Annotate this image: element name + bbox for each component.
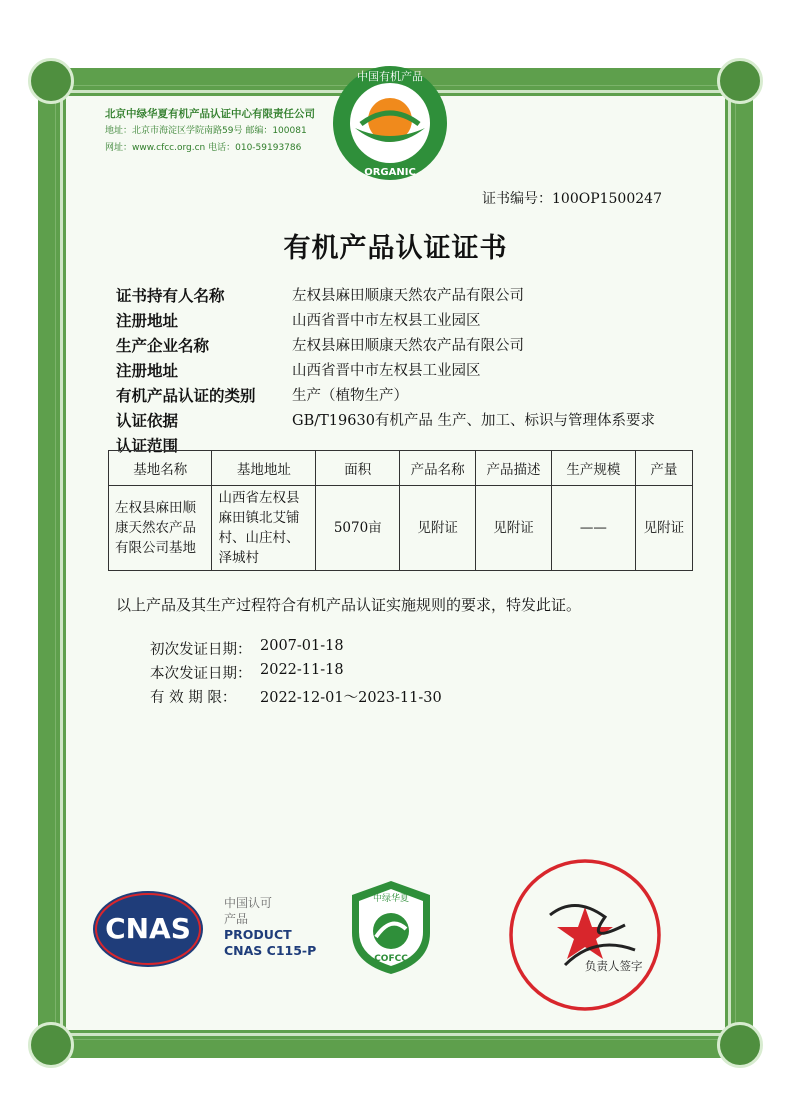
field-row bbox=[116, 332, 655, 357]
statement: 以上产品及其生产过程符合有机产品认证实施规则的要求，特发此证。 bbox=[116, 596, 582, 614]
date-row bbox=[150, 662, 442, 686]
field-label: 认证依据 bbox=[116, 411, 179, 430]
table-header: 生产规模 bbox=[551, 451, 635, 486]
field-label: 生产企业名称 bbox=[116, 336, 210, 355]
issuer-name: 北京中绿华夏有机产品认证中心有限责任公司 bbox=[105, 108, 315, 120]
logo-bottom-text: ORGANIC bbox=[364, 167, 416, 178]
table-header-row bbox=[109, 451, 693, 486]
field-row bbox=[116, 382, 655, 407]
table-row bbox=[109, 486, 693, 571]
corner-ornament-icon bbox=[28, 1022, 74, 1068]
date-label: 本次发证日期： bbox=[150, 666, 252, 682]
date-label: 初次发证日期： bbox=[150, 642, 252, 658]
table-header: 产量 bbox=[635, 451, 692, 486]
field-label: 有机产品认证的类别 bbox=[116, 386, 256, 405]
table-cell: 见附证 bbox=[400, 486, 476, 571]
table-header: 面积 bbox=[316, 451, 400, 486]
date-value: 2022-11-18 bbox=[260, 662, 344, 678]
table-cell: —— bbox=[551, 486, 635, 571]
table-cell: 左权县麻田顺康天然农产品有限公司基地 bbox=[109, 486, 212, 571]
accreditation-line4: CNAS C115-P bbox=[224, 943, 317, 958]
dates-block bbox=[150, 638, 442, 710]
field-label: 认证范围 bbox=[116, 436, 179, 455]
signature-label: 负责人签字 bbox=[585, 959, 643, 973]
page-title: 有机产品认证证书 bbox=[283, 233, 508, 264]
table-cell: 见附证 bbox=[476, 486, 552, 571]
certificate-number-value: 100OP1500247 bbox=[552, 191, 662, 207]
corner-ornament-icon bbox=[717, 58, 763, 104]
field-value: 左权县麻田顺康天然农产品有限公司 bbox=[292, 288, 524, 304]
accreditation-line3: PRODUCT bbox=[224, 927, 292, 942]
issuer-contact: 网址：www.cfcc.org.cn 电话：010-59193786 bbox=[105, 143, 302, 153]
field-label: 注册地址 bbox=[116, 361, 179, 380]
date-value: 2007-01-18 bbox=[260, 638, 344, 654]
field-value: 左权县麻田顺康天然农产品有限公司 bbox=[292, 338, 524, 354]
organic-logo-icon bbox=[331, 64, 449, 182]
date-label: 有 效 期 限： bbox=[150, 690, 237, 706]
cofcc-top-text: 中绿华夏 bbox=[372, 894, 410, 904]
red-seal-icon bbox=[505, 855, 665, 1015]
certificate-number-label: 证书编号： bbox=[482, 191, 552, 207]
field-row bbox=[116, 357, 655, 382]
corner-ornament-icon bbox=[28, 58, 74, 104]
date-row bbox=[150, 686, 442, 710]
table-header: 基地地址 bbox=[212, 451, 316, 486]
field-value: 山西省晋中市左权县工业园区 bbox=[292, 363, 481, 379]
field-row bbox=[116, 282, 655, 307]
accreditation-text bbox=[224, 895, 316, 959]
field-row bbox=[116, 407, 655, 432]
table-cell: 山西省左权县麻田镇北艾铺村、山庄村、泽城村 bbox=[212, 486, 316, 571]
table-header: 基地名称 bbox=[109, 451, 212, 486]
logo-top-text: 中国有机产品 bbox=[357, 70, 423, 83]
field-value: 山西省晋中市左权县工业园区 bbox=[292, 313, 481, 329]
field-list bbox=[116, 282, 655, 457]
certificate-number bbox=[482, 188, 662, 208]
field-value: 生产（植物生产） bbox=[292, 388, 408, 404]
date-row bbox=[150, 638, 442, 662]
cofcc-bottom-text: COFCC bbox=[374, 954, 408, 964]
date-value: 2022-12-01～2023-11-30 bbox=[260, 690, 442, 706]
cnas-logo-icon bbox=[91, 889, 206, 969]
scope-table bbox=[108, 450, 693, 571]
issuer-block bbox=[105, 106, 315, 157]
field-label: 注册地址 bbox=[116, 311, 179, 330]
field-row bbox=[116, 307, 655, 332]
table-header: 产品描述 bbox=[476, 451, 552, 486]
cnas-logo-text: CNAS bbox=[105, 912, 191, 945]
accreditation-line1: 中国认可 bbox=[224, 896, 273, 910]
corner-ornament-icon bbox=[717, 1022, 763, 1068]
field-label: 证书持有人名称 bbox=[116, 286, 225, 305]
cofcc-logo-icon bbox=[346, 877, 436, 977]
accreditation-line2: 产品 bbox=[224, 912, 249, 926]
table-header: 产品名称 bbox=[400, 451, 476, 486]
table-cell: 5070亩 bbox=[316, 486, 400, 571]
issuer-address: 地址：北京市海淀区学院南路59号 邮编：100081 bbox=[105, 126, 307, 136]
field-value: GB/T19630有机产品 生产、加工、标识与管理体系要求 bbox=[292, 413, 656, 429]
table-cell: 见附证 bbox=[635, 486, 692, 571]
